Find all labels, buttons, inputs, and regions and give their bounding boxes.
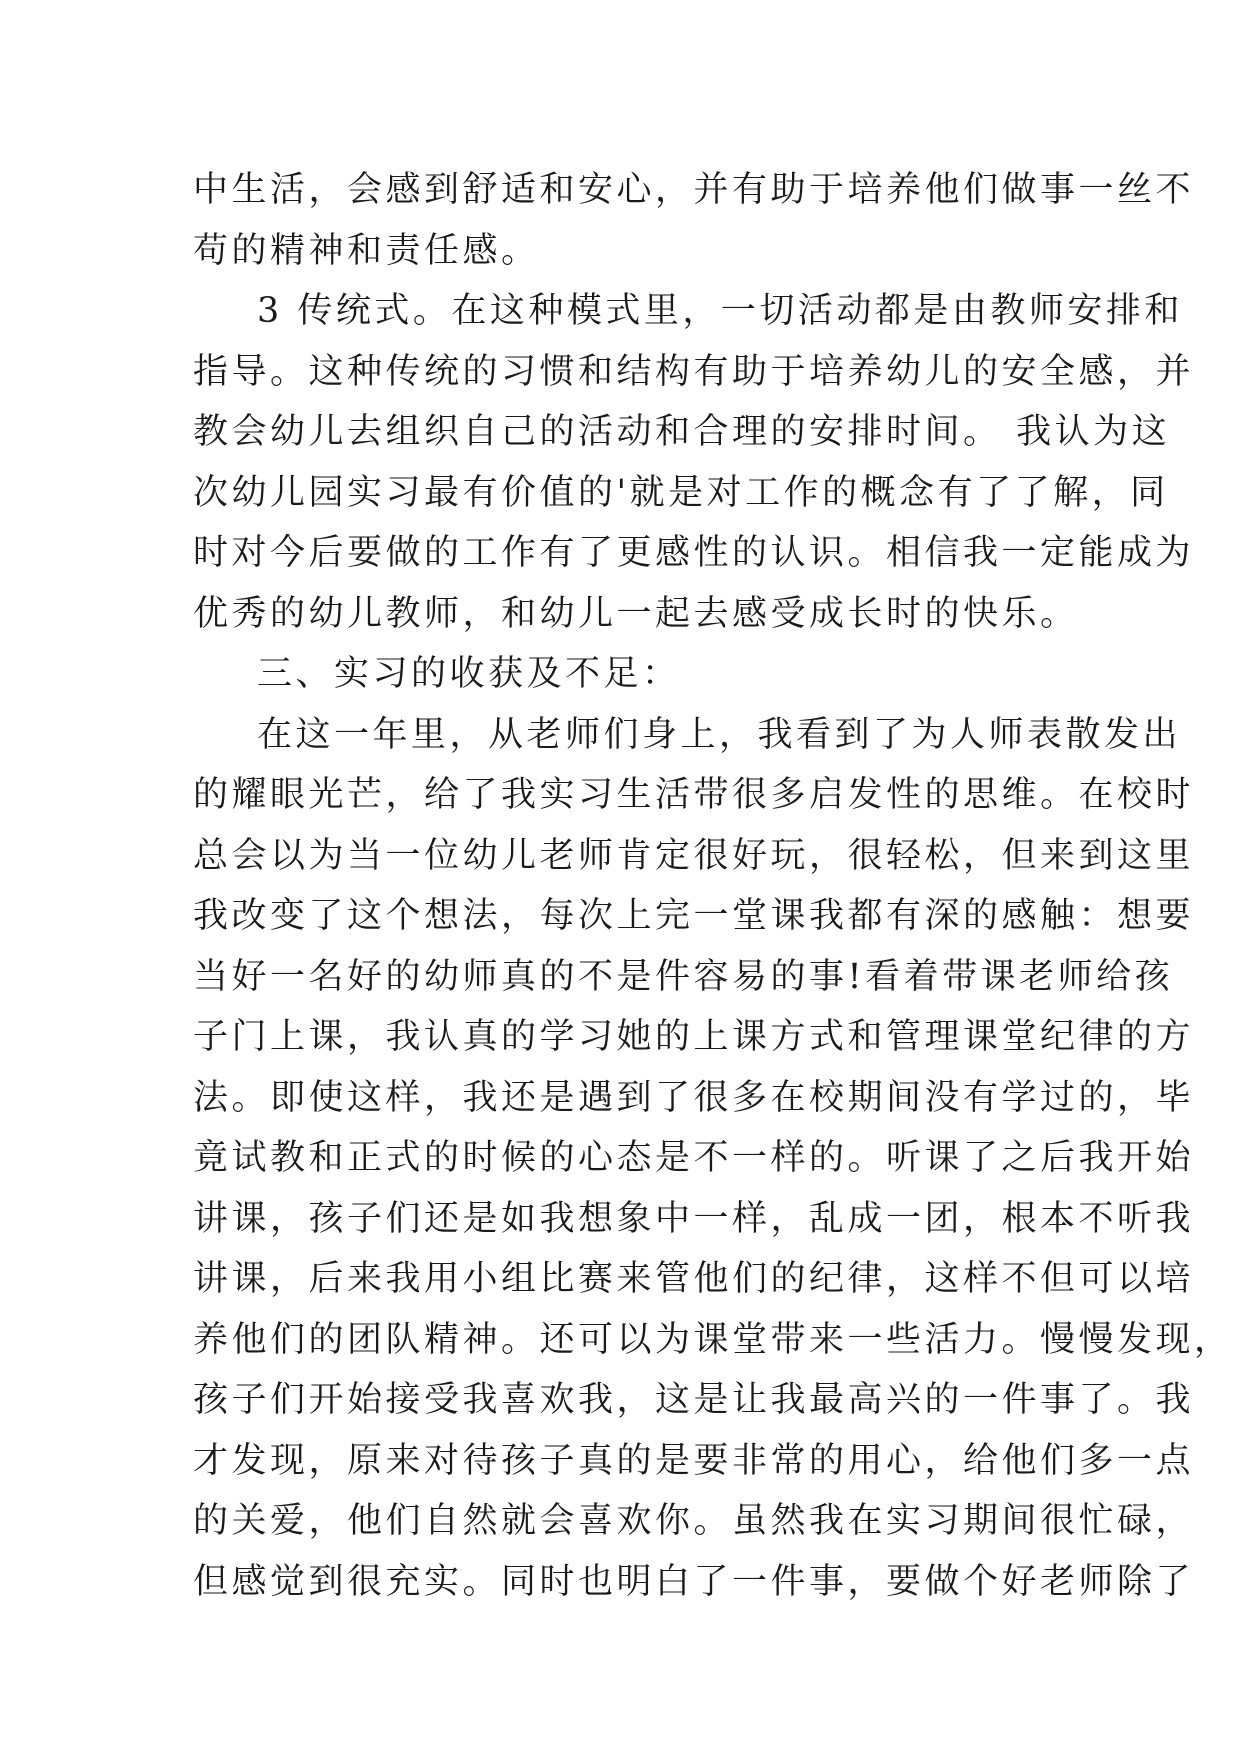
text-line: 竟试教和正式的时候的心态是不一样的。听课了之后我开始 xyxy=(193,1138,1195,1178)
text-line: 讲课，后来我用小组比赛来管他们的纪律，这样不但可以培 xyxy=(193,1259,1195,1299)
text-line: 次幼儿园实习最有价值的'就是对工作的概念有了了解，同 xyxy=(193,472,1169,513)
text-line: 指导。这种传统的习惯和结构有助于培养幼儿的安全感，并 xyxy=(193,351,1195,392)
text-line: 三、实习的收获及不足： xyxy=(257,654,681,694)
text-line: 的关爱，他们自然就会喜欢你。虽然我在实习期间很忙碌， xyxy=(193,1501,1195,1541)
text-line: 讲课，孩子们还是如我想象中一样，乱成一团，根本不听我 xyxy=(193,1198,1195,1239)
text-line: 教会幼儿去组织自己的活动和合理的安排时间。 我认为这 xyxy=(193,412,1171,452)
text-line: 的耀眼光芒，给了我实习生活带很多启发性的思维。在校时 xyxy=(193,775,1195,815)
text-line: 但感觉到很充实。同时也明白了一件事，要做个好老师除了 xyxy=(193,1561,1195,1602)
text-line: 当好一名好的幼师真的不是件容易的事!看着带课老师给孩 xyxy=(193,956,1174,997)
text-line: 子门上课，我认真的学习她的上课方式和管理课堂纪律的方 xyxy=(193,1017,1195,1057)
body-text xyxy=(193,160,1233,1612)
text-line: 苟的精神和责任感。 xyxy=(193,230,540,271)
text-line: 才发现，原来对待孩子真的是要非常的用心，给他们多一点 xyxy=(193,1440,1195,1481)
text-line: 时对今后要做的工作有了更感性的认识。相信我一定能成为 xyxy=(193,533,1195,573)
text-line: 孩子们开始接受我喜欢我，这是让我最高兴的一件事了。我 xyxy=(193,1380,1195,1420)
text-line: 优秀的幼儿教师，和幼儿一起去感受成长时的快乐。 xyxy=(193,593,1079,634)
text-line: 法。即使这样，我还是遇到了很多在校期间没有学过的，毕 xyxy=(193,1077,1195,1118)
text-line: 3 传统式。在这种模式里，一切活动都是由教师安排和 xyxy=(257,291,1183,331)
text-line: 总会以为当一位幼儿老师肯定很好玩，很轻松，但来到这里 xyxy=(193,835,1195,876)
text-line: 中生活，会感到舒适和安心，并有助于培养他们做事一丝不 xyxy=(193,170,1195,210)
text-line: 在这一年里，从老师们身上，我看到了为人师表散发出 xyxy=(257,714,1182,755)
text-line: 我改变了这个想法，每次上完一堂课我都有深的感触：想要 xyxy=(193,896,1195,936)
text-line: 养他们的团队精神。还可以为课堂带来一些活力。慢慢发现， xyxy=(193,1319,1233,1360)
